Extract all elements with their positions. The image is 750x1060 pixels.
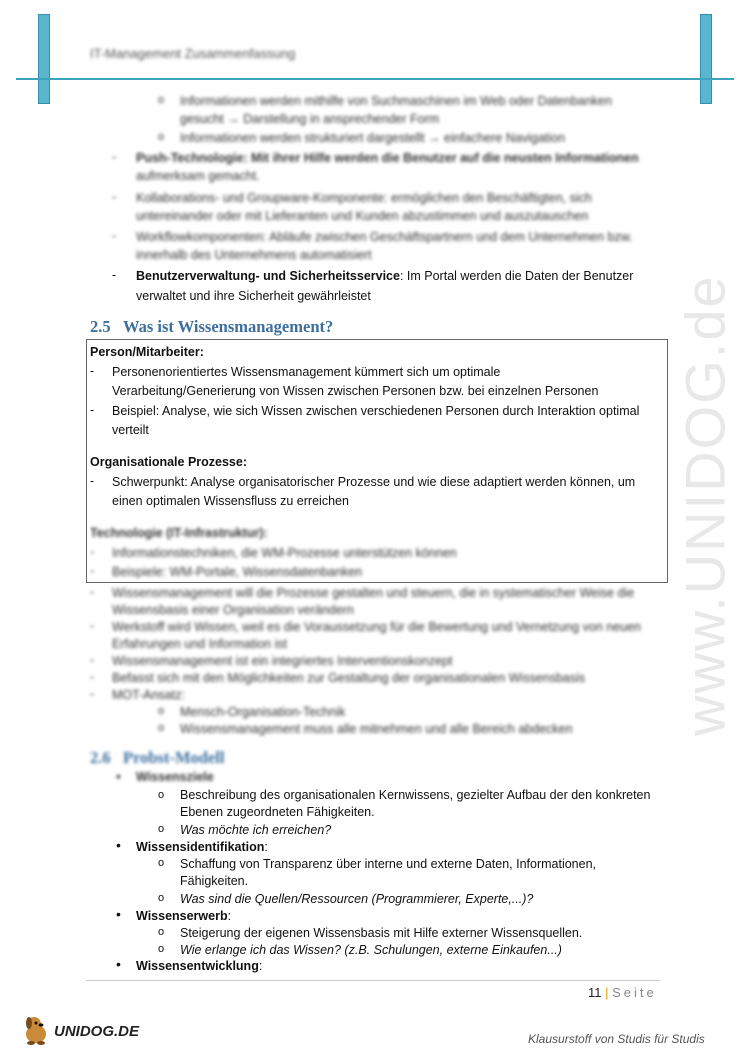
section-title: Probst-Modell (123, 748, 225, 767)
list-marker: • (116, 956, 121, 972)
page-word: Seite (612, 985, 657, 1000)
section-heading-2-5 (90, 317, 333, 337)
list-item: Fähigkeiten. (180, 874, 249, 888)
list-item: Informationen werden strukturiert dargestellt → einfachere Navigation (180, 131, 565, 145)
list-item: Mensch-Organisation-Technik (180, 705, 346, 719)
list-item: Ebenen zugeordneten Fähigkeiten. (180, 805, 375, 819)
list-item-label-text: Wissensidentifikation (136, 840, 265, 854)
list-item-label-text: Wissenserwerb (136, 909, 228, 923)
list-item: Wissensmanagement will die Prozesse gestalten und steuern, die in systematischer Weise die (112, 586, 635, 600)
list-item: Werkstoff wird Wissen, weil es die Voraussetzung für die Bewertung und Vernetzung von neuen (112, 620, 642, 634)
list-item: Informationen werden mithilfe von Suchmaschinen im Web oder Datenbanken (180, 94, 612, 108)
list-item: MOT-Ansatz: (112, 688, 185, 702)
list-marker: • (116, 837, 121, 853)
list-item: Kollaborations- und Groupware-Komponente: ermöglichen den Beschäftigten, sich (136, 191, 592, 205)
list-item: Was möchte ich erreichen? (180, 823, 332, 837)
header-bar-right (700, 14, 712, 104)
list-item: untereinander oder mit Lieferanten und Kunden abzustimmen und auszutauschen (136, 209, 589, 223)
benutzer-item (136, 267, 633, 285)
page-number-value: 11 (588, 985, 602, 1000)
blurred-list (0, 584, 750, 736)
colon: : (258, 959, 263, 973)
list-item: einen optimalen Wissensfluss zu erreichen (112, 494, 349, 508)
list-marker: o (158, 705, 165, 717)
list-item: Erfahrungen und Information ist (112, 637, 288, 651)
list-item: Push-Technologie: Mit ihrer Hilfe werden die Benutzer auf die neusten Informationen (136, 151, 639, 165)
list-item: innerhalb des Unternehmens automatisiert (136, 248, 372, 262)
list-item-label (136, 957, 262, 975)
list-item: Befasst sich mit den Möglichkeiten zur Gestaltung der organisationalen Wissensbasis (112, 671, 586, 685)
list-item: Steigerung der eigenen Wissensbasis mit Hilfe externer Wissensquellen. (180, 926, 583, 940)
list-marker: • (116, 906, 121, 922)
top-blurred-list (0, 92, 750, 262)
list-item: Schaffung von Transparenz über interne und externe Daten, Informationen, (180, 857, 597, 871)
list-item: Verarbeitung/Generierung von Wissen zwischen Personen bzw. bei einzelnen Personen (112, 384, 599, 398)
list-marker: - (90, 687, 95, 701)
header-bar-left (38, 14, 50, 104)
box-heading-org: Organisationale Prozesse: (90, 455, 248, 469)
list-item: Was sind die Quellen/Ressourcen (Programmierer, Experte,...)? (180, 892, 534, 906)
list-marker: - (90, 670, 95, 684)
list-marker: • (116, 768, 121, 784)
probst-list (0, 766, 750, 976)
list-item: Beschreibung des organisationalen Kernwissens, gezielter Aufbau der den konkreten (180, 788, 651, 802)
list-marker: - (112, 229, 117, 243)
list-item-label-text: Wissensentwicklung (136, 959, 259, 973)
logo-text: UNIDOG.DE (54, 1023, 140, 1040)
list-marker: - (112, 150, 117, 164)
list-marker: o (158, 926, 165, 938)
list-item: gesucht → Darstellung in ansprechender Form (180, 112, 440, 126)
list-marker: - (90, 585, 95, 599)
colon: : (264, 840, 268, 854)
list-marker: o (158, 892, 165, 904)
list-marker: o (158, 857, 165, 869)
section-title: Was ist Wissensmanagement? (123, 317, 334, 336)
box-heading-tech: Technologie (IT-Infrastruktur): (90, 526, 268, 540)
list-marker: - (90, 619, 95, 633)
benutzer-item-cont: verwaltet und ihre Sicherheit gewährleistet (136, 289, 371, 303)
list-item-label (136, 838, 268, 856)
list-item: verteilt (112, 423, 149, 437)
list-item: aufmerksam gemacht. (136, 169, 260, 183)
list-item: Wissensbasis einer Organisation verändern (112, 603, 354, 617)
list-marker: - (112, 268, 117, 282)
colon: : (227, 909, 232, 923)
list-marker: - (90, 403, 95, 417)
benutzer-label: Benutzerverwaltung- und Sicherheitsservice (136, 269, 400, 283)
section-number: 2.6 (90, 748, 111, 767)
list-item: Beispiel: Analyse, wie sich Wissen zwischen verschiedenen Personen durch Interaktion optimal (112, 404, 640, 418)
list-item-label: Wissensziele (136, 770, 214, 784)
tagline: Klausurstoff von Studis für Studis (528, 1032, 705, 1046)
list-item: Workflowkomponenten: Abläufe zwischen Geschäftspartnern und dem Unternehmen bzw. (136, 230, 633, 244)
list-item: Wissensmanagement muss alle mitnehmen und alle Bereich abdecken (180, 722, 573, 736)
page-number (588, 985, 657, 1000)
watermark: www.UNIDOG.de (673, 274, 737, 736)
list-marker: - (90, 474, 95, 488)
list-marker: - (90, 545, 95, 559)
list-marker: o (158, 823, 165, 835)
list-item: Wissensmanagement ist ein integriertes Interventionskonzept (112, 654, 453, 668)
header-rule (16, 78, 734, 80)
section-number: 2.5 (90, 317, 111, 336)
list-marker: o (158, 943, 165, 955)
list-item: Schwerpunkt: Analyse organisatorischer Prozesse und wie diese adaptiert werden können, um (112, 475, 636, 489)
list-marker: - (90, 564, 95, 578)
list-marker: - (90, 364, 95, 378)
box-content (90, 341, 664, 581)
list-item: Beispiele: WM-Portale, Wissensdatenbanken (112, 565, 363, 579)
page-separator: | (605, 985, 609, 1000)
list-item: Personenorientiertes Wissensmanagement kümmert sich um optimale (112, 365, 501, 379)
footer-rule (86, 980, 660, 981)
list-item: Wie erlange ich das Wissen? (z.B. Schulungen, externe Einkaufen...) (180, 943, 562, 957)
section-heading-2-6 (90, 748, 224, 768)
list-marker: - (90, 653, 95, 667)
list-item-label (136, 907, 231, 925)
list-marker: o (158, 131, 165, 143)
list-marker: o (158, 789, 165, 801)
list-marker: o (158, 722, 165, 734)
benutzer-text: : Im Portal werden die Daten der Benutzer (399, 269, 634, 283)
list-marker: o (158, 94, 165, 106)
box-heading-person: Person/Mitarbeiter: (90, 345, 204, 359)
header-title: IT-Management Zusammenfassung (90, 46, 296, 61)
list-marker: - (112, 190, 117, 204)
list-item: Informationstechniken, die WM-Prozesse unterstützen können (112, 546, 457, 560)
